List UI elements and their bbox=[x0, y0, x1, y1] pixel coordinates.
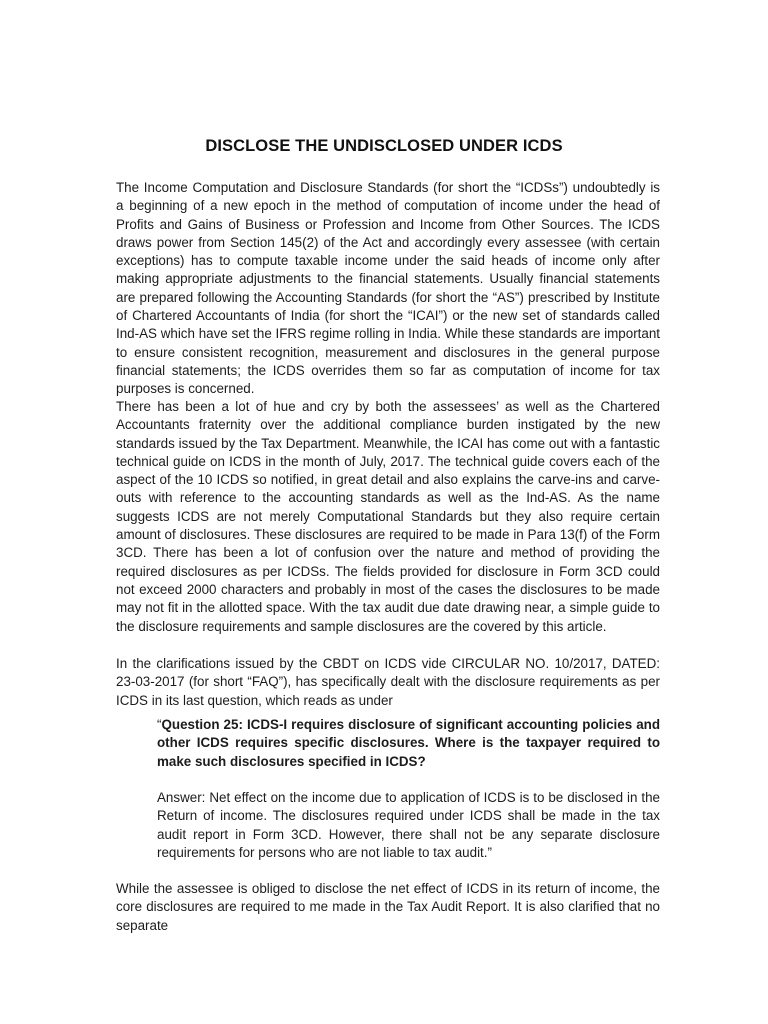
quoted-question bbox=[157, 716, 660, 771]
paragraph-cbdt-clarification: In the clarifications issued by the CBDT on ICDS vide CIRCULAR NO. 10/2017, DATED: 23-03-2017 (for short “FAQ”), has specifically dealt with the disclosure requirements as per ICDS in its last question, which reads as under bbox=[116, 656, 660, 708]
paragraph-icds-introduction: The Income Computation and Disclosure Standards (for short the “ICDSs”) undoubtedly is a beginning of a new epoch in the method of computation of income under the head of Profits and Gains of Business or Profession and Income from Other Sources. The ICDS draws power from Section 145(2) of the Act and accordingly every assessee (with certain exceptions) has to compute taxable income under the said heads of income only after making appropriate adjustments to the financial statements. Usually financial statements are prepared following the Accounting Standards (for short the “AS”) prescribed by Institute of Chartered Accountants of India (for short the “ICAI”) or the new set of standards called Ind-AS which have set the IFRS regime rolling in India. While these standards are important to ensure consistent recognition, measurement and disclosures in the general purpose financial statements; the ICDS overrides them so far as computation of income for tax purposes is concerned. bbox=[116, 180, 660, 397]
quoted-question-text: Question 25: ICDS-I requires disclosure of significant accounting policies and other ICDS requires specific disclosures. Where is the taxpayer required to make such disclosures specified in ICDS? bbox=[157, 717, 660, 769]
quote-open-mark: “ bbox=[157, 717, 162, 732]
paragraph-compliance-burden: There has been a lot of hue and cry by both the assessees’ as well as the Chartered Accountants fraternity over the additional compliance burden instigated by the new standards issued by the Tax Department. Meanwhile, the ICAI has come out with a fantastic technical guide on ICDS in the month of July, 2017. The technical guide covers each of the aspect of the 10 ICDS so notified, in great detail and also explains the carve-ins and carve-outs with reference to the accounting standards as well as the Ind-AS. As the name suggests ICDS are not merely Computational Standards but they also require certain amount of disclosures. These disclosures are required to be made in Para 13(f) of the Form 3CD. There has been a lot of confusion over the nature and method of providing the required disclosures as per ICDSs. The fields provided for disclosure in Form 3CD could not exceed 2000 characters and probably in most of the cases the disclosures to be made may not fit in the allotted space. With the tax audit due date drawing near, a simple guide to the disclosure requirements and sample disclosures are the covered by this article. bbox=[116, 399, 660, 634]
document-title: DISCLOSE THE UNDISCLOSED UNDER ICDS bbox=[205, 137, 563, 155]
quoted-answer: Answer: Net effect on the income due to application of ICDS is to be disclosed in the Return of income. The disclosures required under ICDS shall be made in the tax audit report in Form 3CD. However, there shall not be any separate disclosure requirements for persons who are not liable to tax audit.” bbox=[157, 790, 660, 860]
paragraph-tax-audit-report: While the assessee is obliged to disclose the net effect of ICDS in its return of income, the core disclosures are required to me made in the Tax Audit Report. It is also clarified that no separate bbox=[116, 881, 660, 933]
